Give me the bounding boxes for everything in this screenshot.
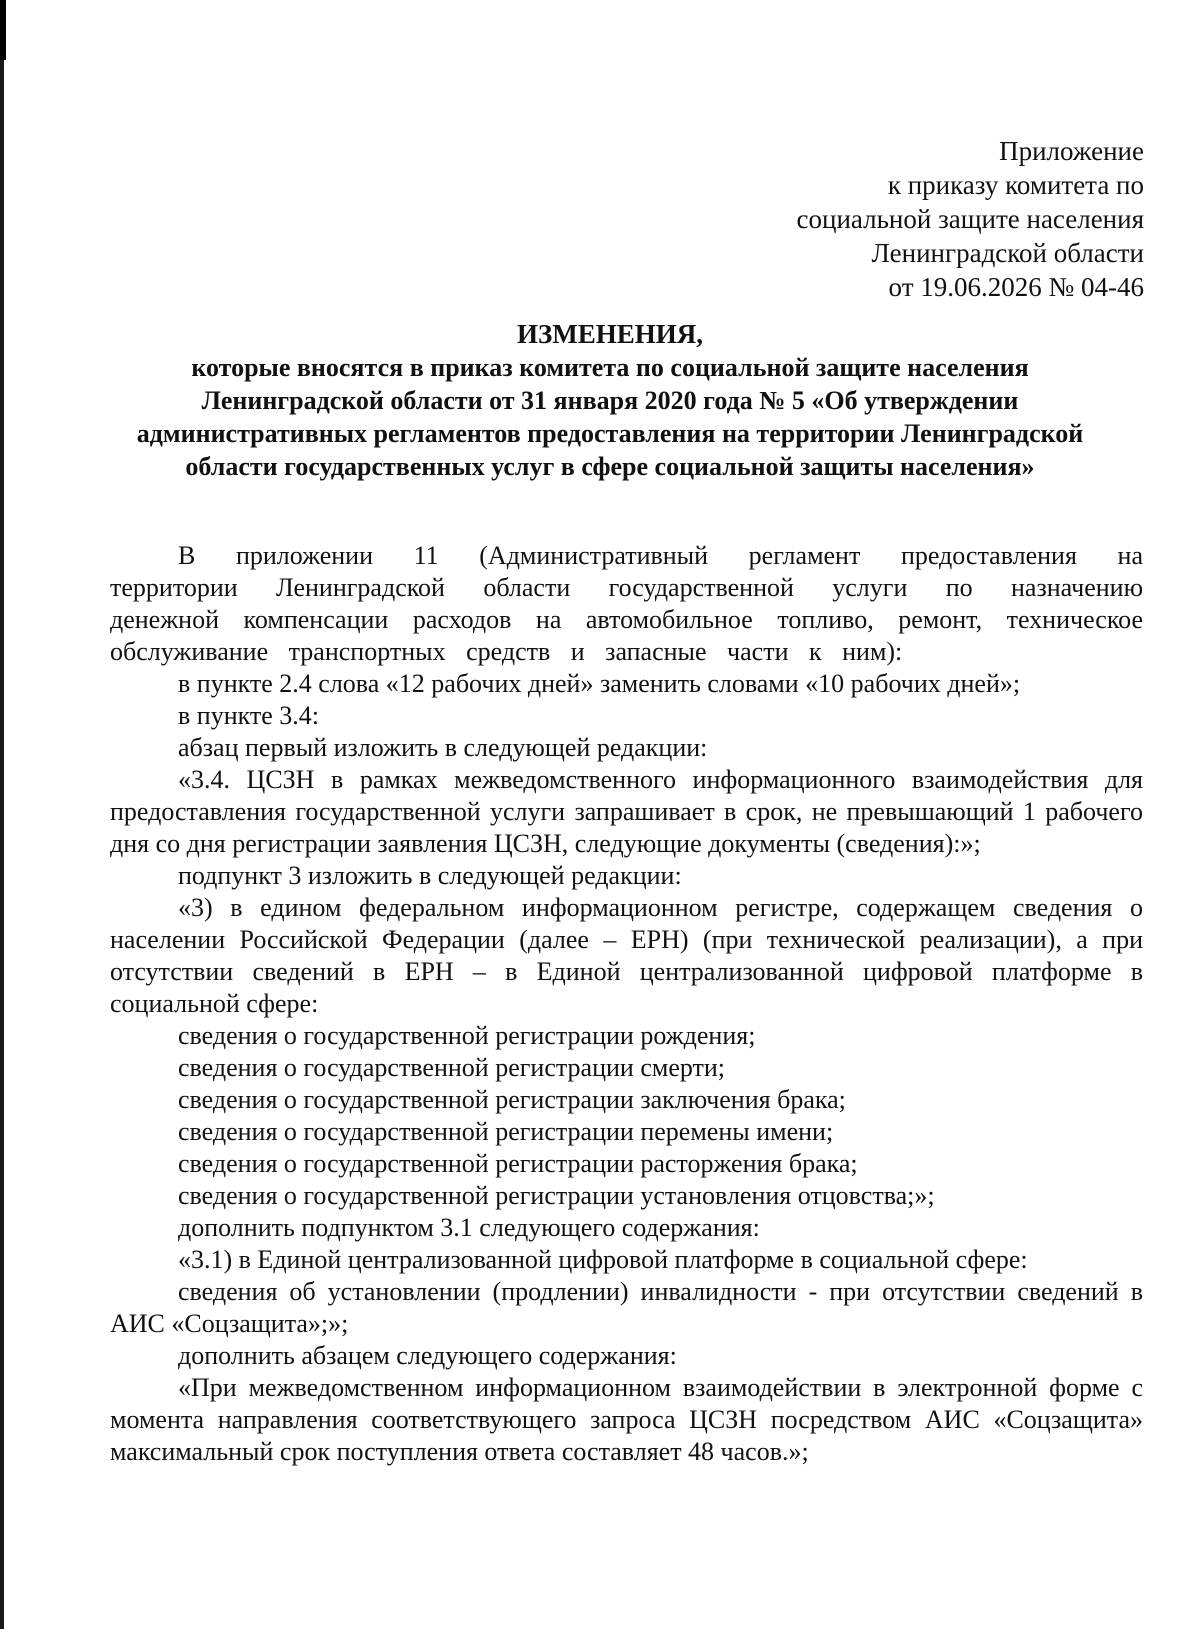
document-body — [110, 540, 1143, 1468]
attachment-line: Ленинградской области — [871, 238, 1144, 268]
paragraph: сведения о государственной регистрации заключения брака; — [178, 1085, 846, 1114]
scan-edge — [0, 0, 4, 1629]
attachment-line: от 19.06.2026 № 04-46 — [888, 272, 1144, 302]
paragraph: В приложении 11 (Административный регламент предоставления на территории Ленинградской области государственной услуги по назначению денежной компенсации расходов на автомобильное топливо, ремонт, техническое обслуживание транспортных средств и запасные части к ним): — [110, 541, 1143, 666]
paragraph: «3.1) в Единой централизованной цифровой платформе в социальной сфере: — [178, 1245, 1028, 1274]
paragraph: дополнить подпунктом 3.1 следующего содержания: — [178, 1213, 760, 1242]
document-title-block — [110, 318, 1110, 483]
paragraph: абзац первый изложить в следующей редакции: — [178, 733, 708, 762]
paragraph: в пункте 3.4: — [178, 701, 320, 730]
attachment-line: Приложение — [999, 136, 1144, 166]
paragraph: сведения о государственной регистрации установления отцовства;»; — [178, 1181, 935, 1210]
paragraph: «При межведомственном информационном взаимодействии в электронной форме с момента направления соответствующего запроса ЦСЗН посредством АИС «Соцзащита» максимальный срок поступления ответа составляет 48 часов.»; — [110, 1373, 1143, 1466]
paragraph: сведения о государственной регистрации перемены имени; — [178, 1117, 834, 1146]
attachment-line: к приказу комитета по — [887, 170, 1144, 200]
paragraph: сведения о государственной регистрации смерти; — [178, 1053, 726, 1082]
attachment-header — [797, 134, 1144, 304]
paragraph: сведения о государственной регистрации рождения; — [178, 1021, 756, 1050]
scan-corner-mark — [0, 0, 6, 60]
paragraph: подпункт 3 изложить в следующей редакции: — [178, 861, 682, 890]
paragraph: сведения об установлении (продлении) инвалидности - при отсутствии сведений в АИС «Соцзащита»;»; — [110, 1277, 1143, 1338]
paragraph: «3) в едином федеральном информационном регистре, содержащем сведения о населении Российской Федерации (далее – ЕРН) (при технической реализации), а при отсутствии сведений в ЕРН – в Единой централизованной цифровой платформе в социальной сфере: — [110, 893, 1143, 1018]
paragraph: сведения о государственной регистрации расторжения брака; — [178, 1149, 858, 1178]
document-title: ИЗМЕНЕНИЯ, — [516, 319, 703, 349]
paragraph: «3.4. ЦСЗН в рамках межведомственного информационного взаимодействия для предоставления государственной услуги запрашивает в срок, не превышающий 1 рабочего дня со дня регистрации заявления ЦСЗН, следующие документы (сведения):»; — [110, 765, 1143, 858]
attachment-line: социальной защите населения — [796, 204, 1144, 234]
paragraph: в пункте 2.4 слова «12 рабочих дней» заменить словами «10 рабочих дней»; — [178, 669, 1021, 698]
document-subtitle: которые вносятся в приказ комитета по социальной защите населения Ленинградской области от 31 января 2020 года № 5 «Об утверждении административных регламентов предоставления на территории Ленинградской области государственных услуг в сфере социальной защиты населения» — [136, 353, 1084, 481]
paragraph: дополнить абзацем следующего содержания: — [178, 1341, 677, 1370]
